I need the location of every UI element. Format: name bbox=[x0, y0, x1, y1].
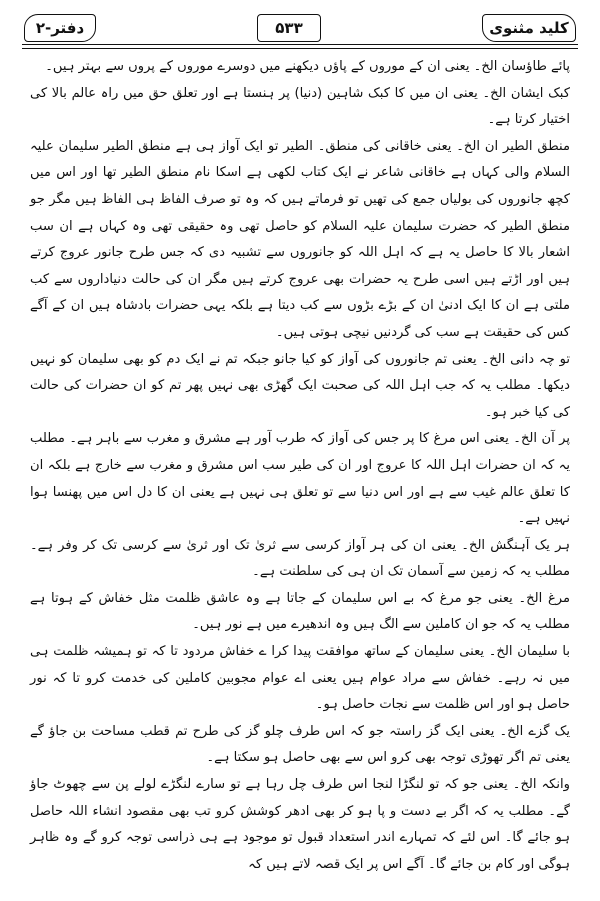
paragraph: پائے طاؤسان الخ۔ یعنی ان کے موروں کے پاؤں دیکھنے میں دوسرے موروں کے پروں سے بہتر ہیں۔ bbox=[45, 59, 570, 74]
paragraph: پر آن الخ۔ یعنی اس مرغ کا پر جس کی آواز کہ طرب آور ہے مشرق و مغرب سے باہر ہے۔ مطلب یہ کہ ان حضرات اہل اللہ کا عروج اور ان کی طیر سب اس مشرق و مغرب سے خارج ہے بلکہ ان کا تعلق عالم غیب سے ہے اور اس دنیا سے تو تعلق ہی نہیں ہے یعنی ان کا دل اس میں پھنسا ہوا نہیں ہے۔ bbox=[30, 431, 570, 527]
volume-label: دفتر-۲ bbox=[35, 19, 85, 37]
paragraph: یک گزے الخ۔ یعنی ایک گز راستہ جو کہ اس طرف چلو گز کی طرح تم قطب مساحت بن جاؤ گے یعنی تم اگر تھوڑی توجہ بھی کرو اس سے بھی حاصل ہو سکتا ہے۔ bbox=[30, 723, 570, 766]
page-header bbox=[24, 8, 576, 48]
paragraph: با سلیمان الخ۔ یعنی سلیمان کے ساتھ موافقت پیدا کرا ے خفاش مردود تا کہ تو ہمیشہ ظلمت ہی میں نہ رہے۔ خفاش سے مراد عوام ہیں یعنی اے عوام مجوبین کاملین کی خدمت کرو تا کہ نور حاصل ہو اور اس ظلمت سے نجات حاصل ہو۔ bbox=[30, 644, 570, 713]
page-body bbox=[30, 54, 570, 893]
paragraph: مرغ الخ۔ یعنی جو مرغ کہ بے اس سلیمان کے جاتا ہے وہ عاشق ظلمت مثل خفاش کے ہوتا ہے مطلب یہ کہ جو ان کاملین سے الگ ہیں وہ اندھیرے میں ہے نور ہیں۔ bbox=[30, 590, 570, 633]
page-number: ۵۳۳ bbox=[275, 19, 303, 37]
paragraph: تو چہ دانی الخ۔ یعنی تم جانوروں کی آواز کو کیا جانو جبکہ تم نے ایک دم کو بھی سلیمان کو نہیں دیکھا۔ مطلب یہ کہ جب اہل اللہ کی صحبت ایک گھڑی بھی نہیں پھر تم کو ان حضرات کی حالت کی کیا خبر ہو۔ bbox=[30, 351, 570, 420]
header-rule-top bbox=[22, 44, 578, 45]
paragraph: منطق الطیر ان الخ۔ یعنی خاقانی کی منطق۔ الطیر تو ایک آواز ہی ہے منطق الطیر سلیمان علیہ السلام والی کہاں ہے خاقانی شاعر نے ایک کتاب لکھی ہے اسکا نام منطق الطیر تھا اور اس میں کچھ جانوروں کی بولیاں جمع کی تھیں تو فرماتے ہیں کہ وہ تو صرف الفاظ ہی الفاظ ہیں مگر جو منطق الطیر کہ حضرت سلیمان علیہ السلام کو حاصل تھی وہ حقیقی تھی وہ کہاں ہے ان سب اشعار بالا کا حاصل یہ ہے کہ اہل اللہ کو جانوروں سے تشبیہ دی کہ جس طرح جانور عروج کرتے ہیں اور اڑتے ہیں اسی طرح یہ حضرات بھی عروج کرتے ہیں مگر ان کی حالت دنیاداروں سے کب ملتی ہے ان کا ایک ادنیٰ ان کے بڑے بڑوں سے کب دیتا ہے بلکہ یہی حضرات بادشاہ ہیں ان کے آگے کس کی حقیقت ہے سب کی گردنیں نیچی ہوتی ہیں۔ bbox=[30, 138, 570, 340]
book-title: کلید مثنوی bbox=[489, 19, 569, 37]
paragraph: وانکہ الخ۔ یعنی جو کہ تو لنگڑا لنجا اس طرف چل رہا ہے تو سارے لنگڑے لولے پن سے چھوٹ جاؤ گے۔ مطلب یہ کہ اگر بے دست و پا ہو کر بھی ادھر کوشش کرو تب بھی مقصود انشاء اللہ حاصل ہو جائے گا۔ اس لئے کہ تمہارے اندر استعداد قبول تو موجود ہے ہی ذراسی توجہ کرو گے وہ ظاہر ہوگی اور کام بن جائے گا۔ آگے اس پر ایک قصہ لاتے ہیں کہ bbox=[30, 777, 570, 872]
volume-label-box bbox=[24, 14, 96, 42]
book-title-box bbox=[482, 14, 576, 42]
header-rule-bottom bbox=[22, 48, 578, 49]
page-number-box bbox=[257, 14, 321, 42]
paragraph: ہر یک آہنگش الخ۔ یعنی ان کی ہر آواز کرسی سے ثریٰ تک اور ثریٰ سے کرسی تک کر وفر ہے۔ مطلب یہ کہ زمین سے آسمان تک ان ہی کی سلطنت ہے۔ bbox=[30, 537, 570, 580]
paragraph: کبک ایشان الخ۔ یعنی ان میں کا کبک شاہین (دنیا) پر ہنستا ہے اور تعلق حق میں راہ عالم بالا کی اختیار کرتا ہے۔ bbox=[30, 85, 570, 128]
